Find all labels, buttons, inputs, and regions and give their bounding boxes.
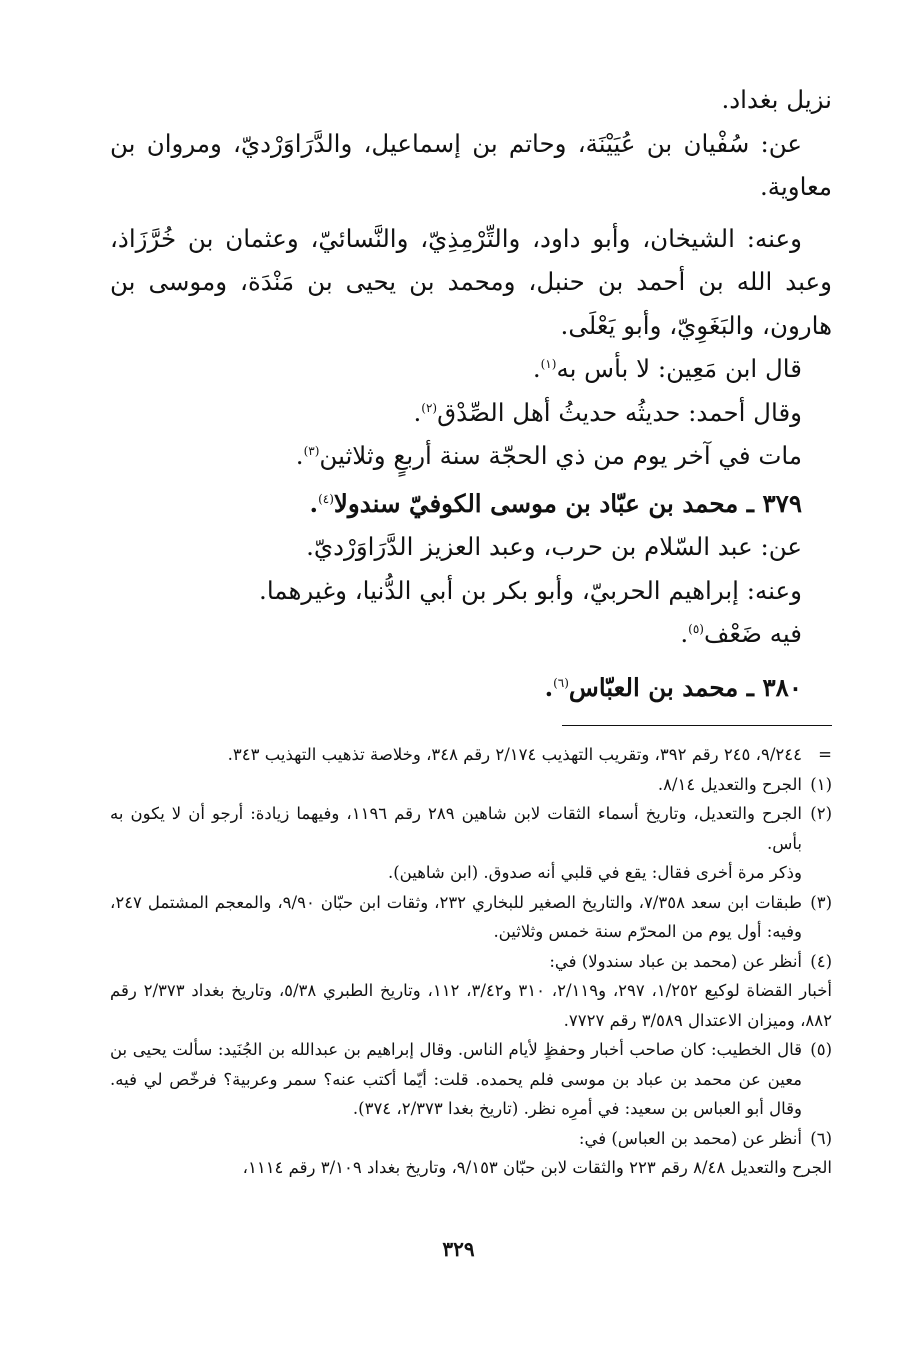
footnote-text: أنظر عن (محمد بن عباد سندولا) في: xyxy=(549,951,802,971)
entry-heading: ٣٧٩ ـ محمد بن عبّاد بن موسى الكوفيّ سندولا$^{(٤)}$. xyxy=(309,488,802,518)
footnote-continuation xyxy=(110,740,832,770)
footnote-ref[interactable]: (١) xyxy=(540,356,557,371)
footnote-ref[interactable]: (٦) xyxy=(553,675,569,690)
footnote-text: الجرح والتعديل، وتاريخ أسماء الثقات لابن شاهين ٢٨٩ رقم ١١٩٦، وفيهما زيادة: أرجو أن لا يكون به بأس. xyxy=(110,804,802,853)
footnote-text: وذكر مرة أخرى فقال: يقع في قلبي أنه صدوق. (ابن شاهين). xyxy=(387,863,802,882)
footnote-number: (٤) xyxy=(810,951,832,971)
page-number: ٣٢٩ xyxy=(442,1237,475,1261)
document-page xyxy=(110,78,832,1318)
main-text xyxy=(110,78,832,709)
footnote-3 xyxy=(110,888,832,947)
footnote-4-continued xyxy=(110,976,832,1035)
entry-heading: ٣٨٠ ـ محمد بن العبّاس$^{(٦)}$. xyxy=(544,672,802,702)
footnote-ref[interactable]: (٤) xyxy=(318,491,334,506)
text-line: فيه ضَعْف$^{(٥)}$. xyxy=(680,619,802,648)
text-line: وعنه: إبراهيم الحربيّ، وأبو بكر بن أبي الدُّنيا، وغيرهما. xyxy=(259,575,802,605)
footnote-number: (٢) xyxy=(810,804,832,823)
text-line: وقال أحمد: حديثُه حديثُ أهل الصِّدْق$^{(٢)}$. xyxy=(413,397,802,427)
footnote-text: طبقات ابن سعد ٧/٣٥٨، والتاريخ الصغير للبخاري ٢٣٢، وثقات ابن حبّان ٩/٩٠، والمعجم المشتمل ٢٤٧، وفيه: أول يوم من المحرّم سنة خمس وثلاثين. xyxy=(110,892,802,941)
footnote-6 xyxy=(110,1124,832,1154)
footnote-number: (٥) xyxy=(810,1040,832,1059)
footnote-number: (٣) xyxy=(810,892,832,912)
footnote-number: = xyxy=(818,745,832,764)
footnote-divider xyxy=(562,725,832,726)
footnote-text: أنظر عن (محمد بن العباس) في: xyxy=(578,1128,802,1148)
footnote-2-continued xyxy=(110,858,832,888)
footnote-text: ٩/٢٤٤، ٢٤٥ رقم ٣٩٢، وتقريب التهذيب ٢/١٧٤ رقم ٣٤٨، وخلاصة تذهيب التهذيب ٣٤٣. xyxy=(227,745,802,764)
footnote-4 xyxy=(110,947,832,977)
text-paragraph: وعنه: الشيخان، وأبو داود، والتِّرْمِذِيّ، والنَّسائيّ، وعثمان بن خُرَّزَاذ، وعبد الله بن أحمد بن حنبل، ومحمد بن يحيى بن مَنْدَة، وموسى بن هارون، والبَغَوِيّ، وأبو يَعْلَى. xyxy=(110,223,832,340)
footnote-text: الجرح والتعديل ٨/٤٨ رقم ٢٢٣ والثقات لابن حبّان ٩/١٥٣، وتاريخ بغداد ٣/١٠٩ رقم ١١١٤، xyxy=(242,1158,832,1177)
text-line: مات في آخر يوم من ذي الحجّة سنة أربعٍ وثلاثين$^{(٣)}$. xyxy=(295,441,802,470)
footnote-text: الجرح والتعديل ٨/١٤. xyxy=(657,774,802,794)
text-line: نزيل بغداد. xyxy=(721,85,832,114)
footnotes xyxy=(110,740,832,1183)
footnote-ref[interactable]: (٥) xyxy=(688,621,704,636)
footnote-5 xyxy=(110,1035,832,1124)
footnote-2 xyxy=(110,799,832,858)
footnote-text: أخبار القضاة لوكيع ١/٢٥٢، ٢٩٧، و٢/١١٩، ٣١٠ و٣/٤٢، ١١٢، وتاريخ الطبري ٥/٣٨، وتاريخ بغداد ٢/٣٧٣ رقم ٨٨٢، وميزان الاعتدال ٣/٥٨٩ رقم ٧٧٢٧. xyxy=(110,981,832,1030)
text-line: قال ابن مَعِين: لا بأس به$^{(١)}$. xyxy=(532,354,802,383)
footnote-ref[interactable]: (٢) xyxy=(421,400,438,415)
text-paragraph: عن: سُفْيان بن عُيَيْنَة، وحاتم بن إسماعيل، والدَّرَاوَرْديّ، ومروان بن معاوية. xyxy=(110,128,832,201)
footnote-6-continued xyxy=(110,1153,832,1183)
text-line: عن: عبد السّلام بن حرب، وعبد العزيز الدَّرَاوَرْديّ. xyxy=(306,532,802,561)
footnote-number: (٦) xyxy=(810,1128,832,1148)
footnote-text: قال الخطيب: كان صاحب أخبار وحفظٍ لأيام الناس. وقال إبراهيم بن عبدالله بن الجُنَيد: سألت يحيى بن معين عن محمد بن عباد بن موسى فلم يحمده. قلت: أيّما أكتب عنه؟ سمر وعربية؟ فرخّص لي فيه. وقال أبو العباس بن سعيد: في أمرِه نظر. (تاريخ بغدا ٢/٣٧٣، ٣٧٤). xyxy=(110,1040,802,1118)
footnote-number: (١) xyxy=(810,774,832,794)
footnote-ref[interactable]: (٣) xyxy=(303,443,320,458)
footnote-1 xyxy=(110,770,832,800)
